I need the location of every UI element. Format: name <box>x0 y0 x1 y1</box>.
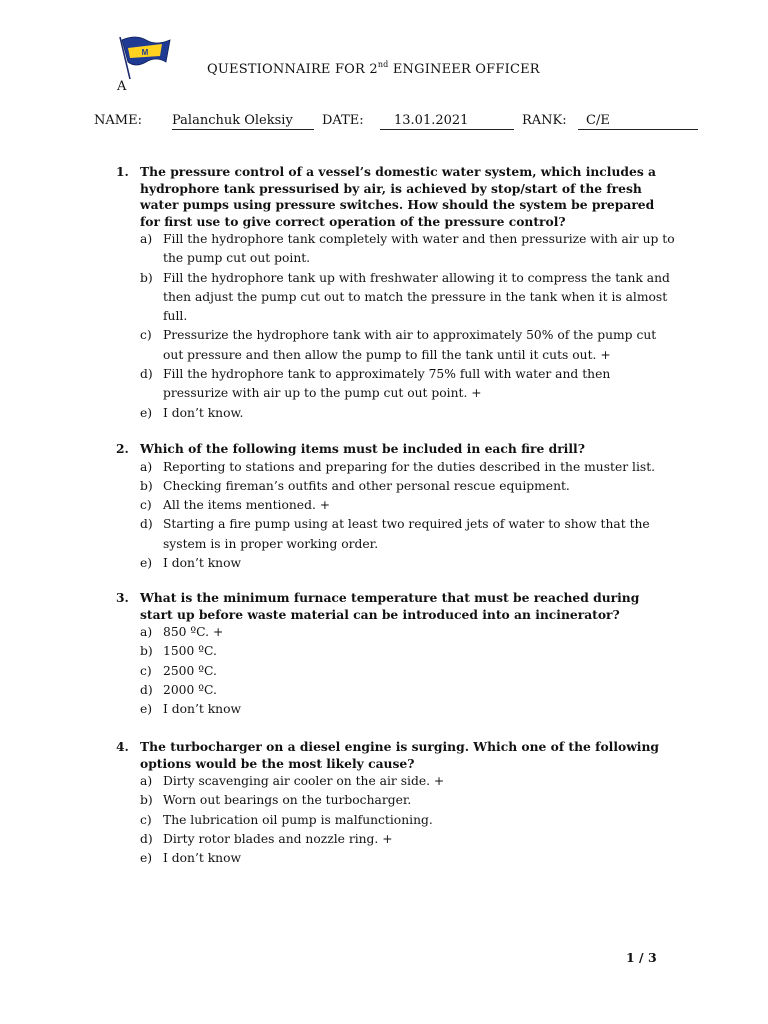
date-label: DATE: <box>322 113 364 128</box>
option-b: b) Worn out bearings on the turbocharger. <box>140 793 412 808</box>
rank-label: RANK: <box>522 113 567 128</box>
page-title: QUESTIONNAIRE FOR 2nd ENGINEER OFFICER <box>207 60 540 77</box>
question-text: Which of the following items must be included in each fire drill? <box>140 441 585 456</box>
option-e: e) I don’t know <box>140 555 242 570</box>
logo-badge: M <box>141 48 149 57</box>
option-a: a) 850 ºC. + <box>140 625 224 639</box>
option-c: c) 2500 ºC. <box>140 663 217 678</box>
rank-value: C/E <box>586 113 610 128</box>
question-1 <box>116 164 676 423</box>
option-c: c) The lubrication oil pump is malfunctioning. <box>140 812 433 827</box>
option-d: d) Starting a fire pump using at least two required jets of water to show that the system is in proper working order. <box>140 517 650 551</box>
option-b: b) 1500 ºC. <box>140 644 217 659</box>
option-d: d) 2000 ºC. <box>140 682 217 697</box>
option-e: e) I don’t know <box>140 702 242 717</box>
option-b: b) Checking fireman’s outfits and other personal rescue equipment. <box>140 478 570 493</box>
option-a: a) Dirty scavenging air cooler on the air side. + <box>140 774 445 788</box>
date-underline <box>380 129 514 130</box>
option-d: d) Fill the hydrophore tank to approximately 75% full with water and then pressurize with air up to the pump cut out point. + <box>140 367 611 401</box>
question-number: 2. <box>116 441 129 456</box>
question-2 <box>116 441 676 573</box>
option-c: c) All the items mentioned. + <box>140 498 331 513</box>
option-d: d) Dirty rotor blades and nozzle ring. + <box>140 831 393 846</box>
question-4 <box>116 739 676 868</box>
name-underline <box>172 129 314 130</box>
question-text: The turbocharger on a diesel engine is surging. Which one of the following options would be the most likely cause? <box>140 739 659 771</box>
page-number: 1 / 3 <box>626 950 657 965</box>
option-a: a) Reporting to stations and preparing for the duties described in the muster list. <box>140 459 656 474</box>
option-c: c) Pressurize the hydrophore tank with air to approximately 50% of the pump cut out pressure and then allow the pump to fill the tank until it cuts out. + <box>140 328 657 362</box>
name-label: NAME: <box>94 113 142 128</box>
date-value: 13.01.2021 <box>394 113 469 128</box>
logo-letter: A <box>117 79 127 94</box>
question-text: The pressure control of a vessel’s domestic water system, which includes a hydrophore tank pressurised by air, is achieved by stop/start of the fresh water pumps using pressure switches. How should the system be prepared for first use to give correct operation of the pressure control? <box>140 164 657 229</box>
option-b: b) Fill the hydrophore tank up with freshwater allowing it to compress the tank and then adjust the pump cut out to match the pressure in the tank when it is almost full. <box>140 270 670 324</box>
question-number: 1. <box>116 164 129 179</box>
question-number: 3. <box>116 590 129 605</box>
option-a: a) Fill the hydrophore tank completely with water and then pressurize with air up to the pump cut out point. <box>140 232 675 266</box>
option-e: e) I don’t know <box>140 851 242 866</box>
question-3 <box>116 590 676 719</box>
name-value: Palanchuk Oleksiy <box>172 113 293 128</box>
rank-underline <box>578 129 698 130</box>
option-e: e) I don’t know. <box>140 405 244 420</box>
question-text: What is the minimum furnace temperature that must be reached during start up before waste material can be introduced into an incinerator? <box>140 590 640 622</box>
question-number: 4. <box>116 739 129 754</box>
company-flag-logo <box>116 34 172 80</box>
